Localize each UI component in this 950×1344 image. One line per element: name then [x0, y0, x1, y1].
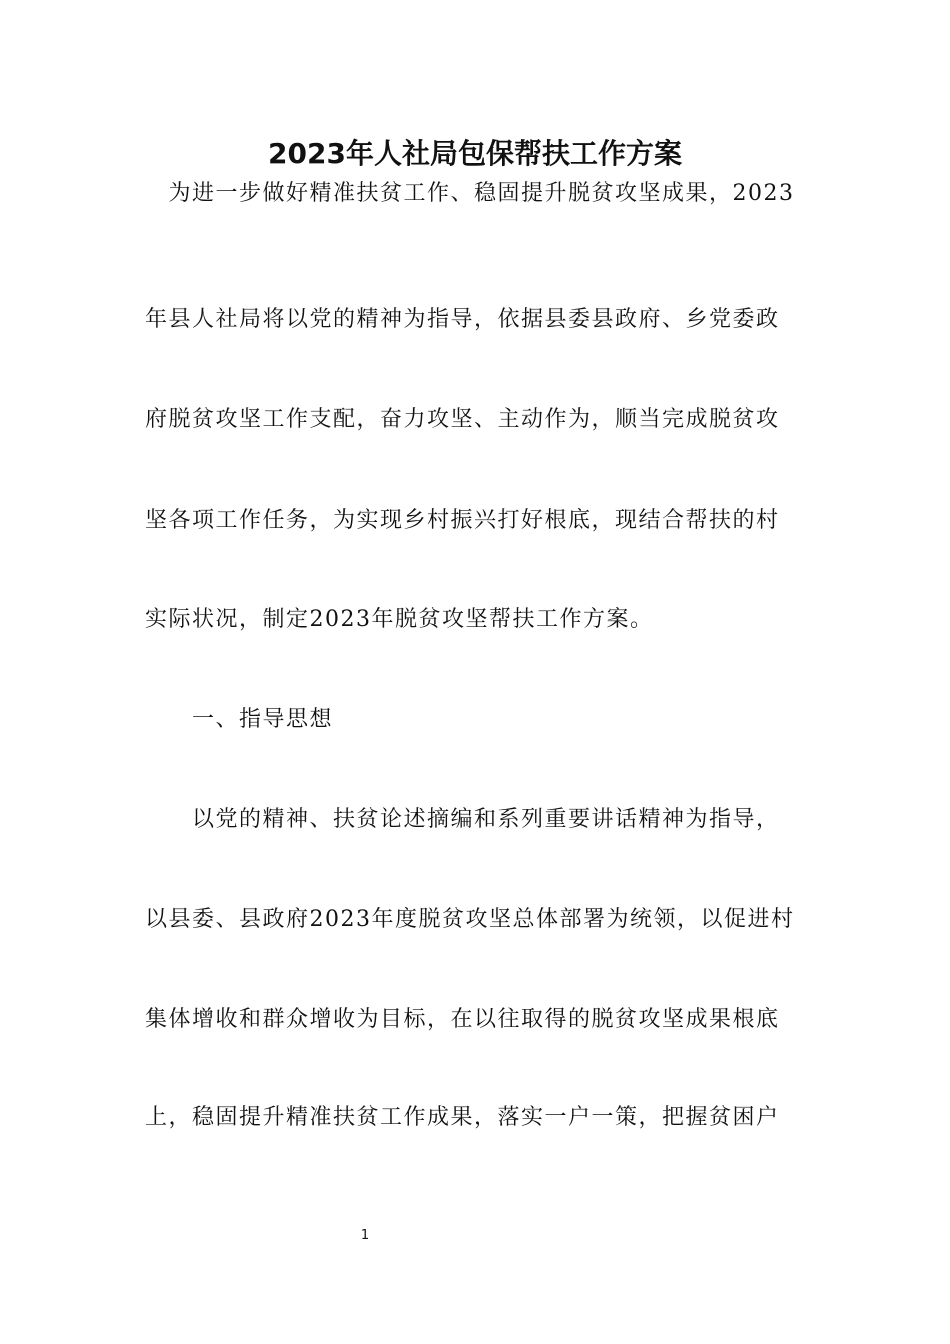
- body-line: 坚各项工作任务，为实现乡村振兴打好根底，现结合帮扶的村: [145, 508, 780, 533]
- section-heading: 一、指导思想: [145, 707, 334, 732]
- body-line: 实际状况，制定2023年脱贫攻坚帮扶工作方案。: [145, 607, 654, 632]
- document-title: 2023年人社局包保帮扶工作方案: [268, 137, 682, 170]
- body-line: 以县委、县政府2023年度脱贫攻坚总体部署为统领，以促进村: [145, 907, 795, 932]
- body-line: 集体增收和群众增收为目标，在以往取得的脱贫攻坚成果根底: [145, 1007, 780, 1032]
- body-line: 府脱贫攻坚工作支配，奋力攻坚、主动作为，顺当完成脱贫攻: [145, 407, 780, 432]
- body-line: 年县人社局将以党的精神为指导，依据县委县政府、乡党委政: [145, 307, 780, 332]
- page-number: 1: [360, 1228, 370, 1243]
- body-line: 为进一步做好精准扶贫工作、稳固提升脱贫攻坚成果，2023: [145, 181, 795, 206]
- body-line: 上，稳固提升精准扶贫工作成果，落实一户一策，把握贫困户: [145, 1105, 780, 1130]
- body-line: 以党的精神、扶贫论述摘编和系列重要讲话精神为指导，: [145, 807, 780, 832]
